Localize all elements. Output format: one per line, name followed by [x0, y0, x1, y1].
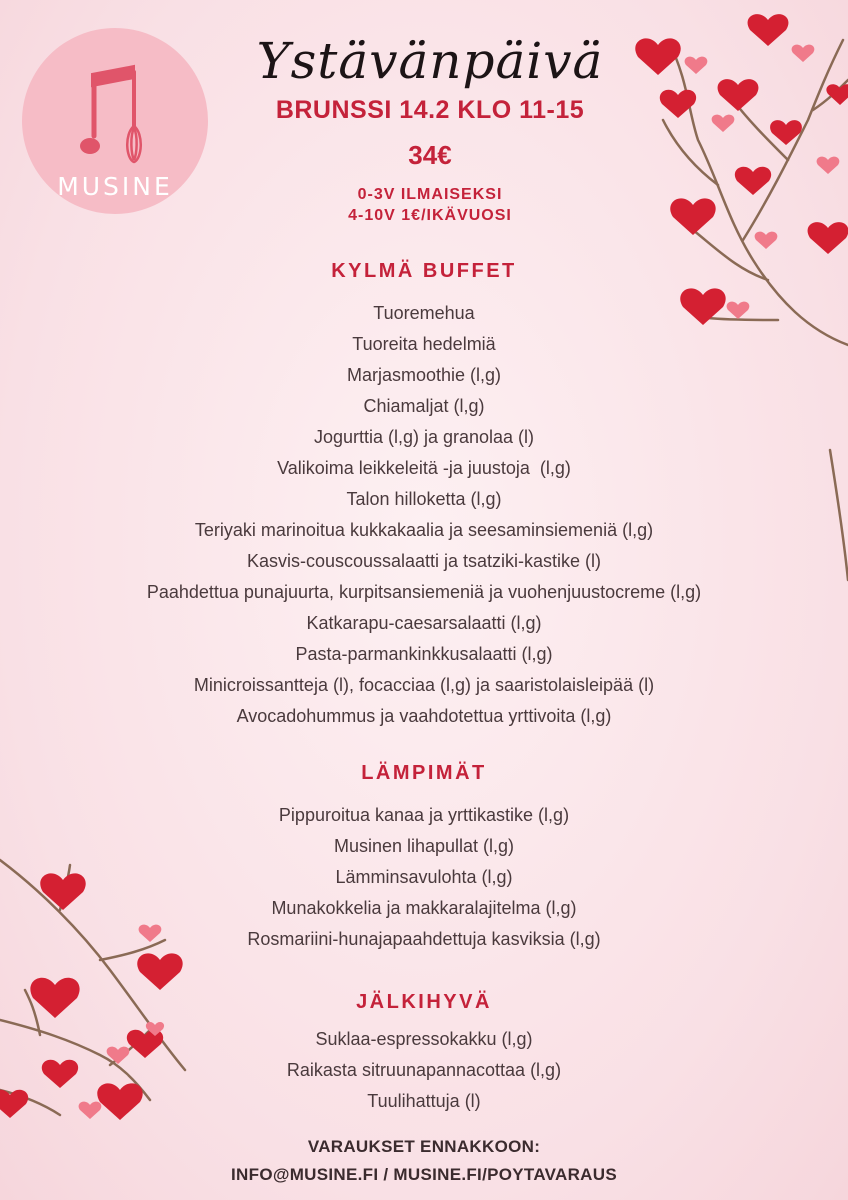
menu-item: Lämminsavulohta (l,g)	[335, 867, 513, 887]
menu-item: Chiamaljat (l,g)	[363, 396, 485, 416]
menu-item: Avocadohummus ja vaahdotettua yrttivoita (l,g)	[236, 706, 612, 726]
menu-item: Rosmariini-hunajapaahdettuja kasviksia (l,g)	[247, 929, 601, 949]
menu-item: Musinen lihapullat (l,g)	[333, 836, 515, 856]
menu-item: Jogurttia (l,g) ja granolaa (l)	[313, 427, 535, 447]
page-title: Ystävänpäivä	[256, 32, 604, 90]
kids-pricing-line: 4-10V 1€/IKÄVUOSI	[348, 207, 512, 224]
dessert-list	[0, 1024, 848, 1117]
reservation-heading: VARAUKSET ENNAKKOON:	[307, 1137, 541, 1156]
menu-item: Tuoreita hedelmiä	[352, 334, 496, 354]
reservation-info	[0, 1133, 848, 1189]
reservation-contact: INFO@MUSINE.FI / MUSINE.FI/POYTAVARAUS	[231, 1165, 617, 1184]
menu-item: Munakokkelia ja makkaralajitelma (l,g)	[271, 898, 577, 918]
kids-pricing-line: 0-3V ILMAISEKSI	[357, 186, 503, 203]
section-title-dessert: JÄLKIHYVÄ	[356, 991, 492, 1013]
menu-item: Kasvis-couscoussalaatti ja tsatziki-kastike (l)	[246, 551, 602, 571]
section-title-cold-buffet: KYLMÄ BUFFET	[331, 260, 517, 282]
section-title-warm-dishes: LÄMPIMÄT	[361, 762, 487, 784]
menu-item: Teriyaki marinoitua kukkakaalia ja seesaminsiemeniä (l,g)	[194, 520, 654, 540]
menu-item: Suklaa-espressokakku (l,g)	[315, 1029, 533, 1049]
menu-item: Raikasta sitruunapannacottaa (l,g)	[286, 1060, 562, 1080]
logo-wordmark: MUSINE	[57, 172, 173, 201]
kids-pricing	[210, 184, 650, 226]
event-subtitle: BRUNSSI 14.2 KLO 11-15	[275, 96, 585, 124]
menu-item: Talon hilloketta (l,g)	[346, 489, 502, 509]
menu-item: Tuoremehua	[373, 303, 475, 323]
menu-item: Pippuroitua kanaa ja yrttikastike (l,g)	[278, 805, 570, 825]
music-note-utensils-icon	[74, 64, 160, 174]
menu-item: Minicroissantteja (l), focacciaa (l,g) ja saaristolaisleipää (l)	[193, 675, 655, 695]
menu-item: Tuulihattuja (l)	[367, 1091, 481, 1111]
warm-dishes-list	[0, 800, 848, 955]
menu-item: Pasta-parmankinkkusalaatti (l,g)	[295, 644, 553, 664]
menu-item: Marjasmoothie (l,g)	[346, 365, 502, 385]
menu-item: Katkarapu-caesarsalaatti (l,g)	[306, 613, 542, 633]
musine-logo	[22, 28, 208, 214]
menu-item: Paahdettua punajuurta, kurpitsansiemeniä ja vuohenjuustocreme (l,g)	[146, 582, 702, 602]
cold-buffet-list	[0, 298, 848, 732]
price: 34€	[408, 140, 452, 170]
menu-item: Valikoima leikkeleitä -ja juustoja (l,g)	[277, 458, 571, 478]
